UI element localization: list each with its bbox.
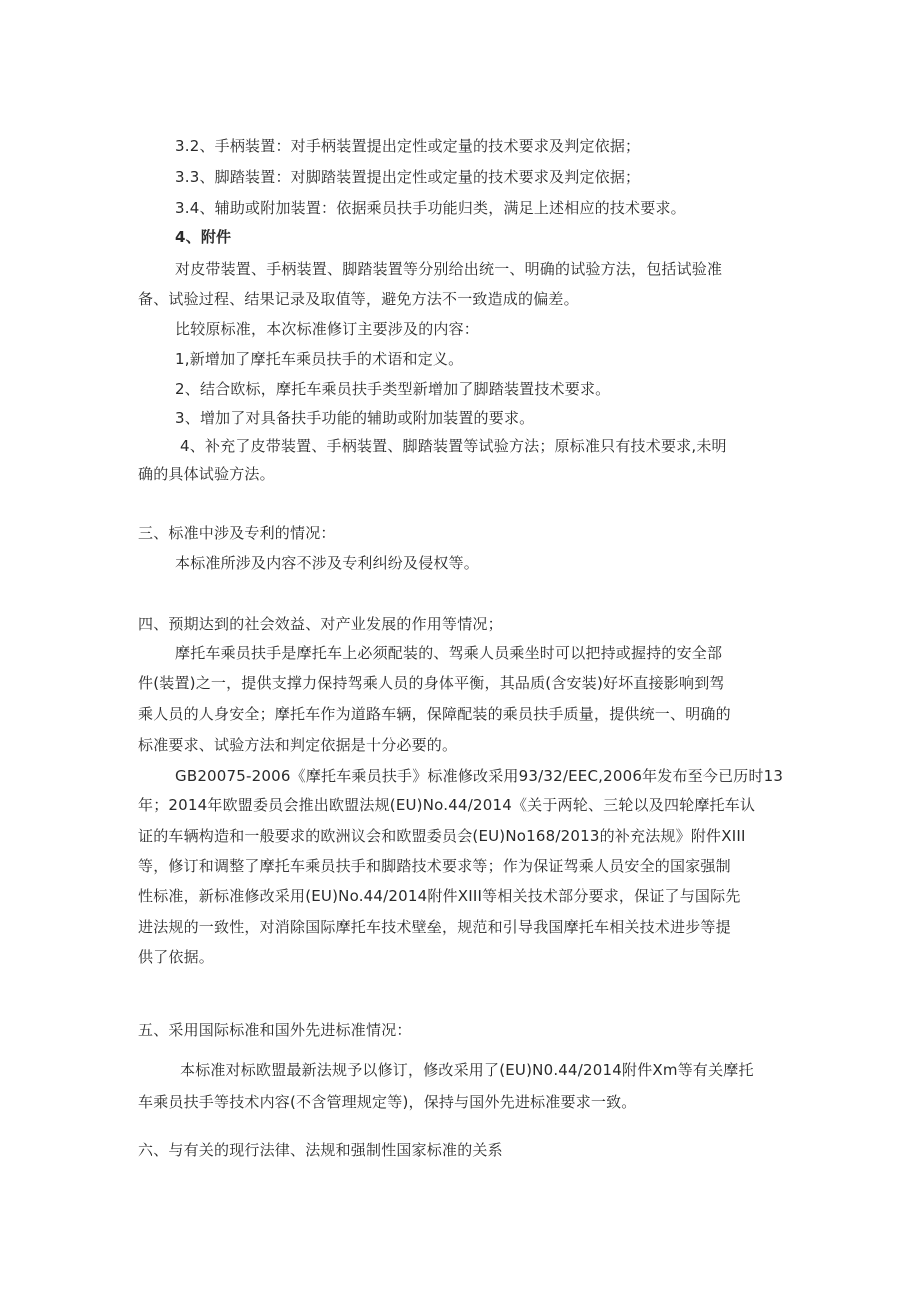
- text-line: 摩托车乘员扶手是摩托车上必须配装的、驾乘人员乘坐时可以把持或握持的安全部: [175, 644, 723, 662]
- text-line: 本标准所涉及内容不涉及专利纠纷及侵权等。: [175, 554, 480, 572]
- text-line: 年；2014年欧盟委员会推出欧盟法规(EU)No.44/2014《关于两轮、三轮以及四轮摩托车认: [138, 796, 756, 814]
- text-line: 比较原标准，本次标准修订主要涉及的内容：: [175, 320, 480, 338]
- text-line: 确的具体试验方法。: [138, 465, 275, 483]
- text-line: 3.2、手柄装置：对手柄装置提出定性或定量的技术要求及判定依据；: [175, 137, 641, 155]
- text-line: 3.4、辅助或附加装置：依据乘员扶手功能归类，满足上述相应的技术要求。: [175, 199, 686, 217]
- text-line: 证的车辆构造和一般要求的欧洲议会和欧盟委员会(EU)No168/2013的补充法规》附件XIII: [138, 827, 746, 845]
- text-line: 备、试验过程、结果记录及取值等，避免方法不一致造成的偏差。: [138, 290, 579, 308]
- text-line: 4、补充了皮带装置、手柄装置、脚踏装置等试验方法；原标准只有技术要求,未明: [180, 437, 727, 455]
- text-line: 性标准，新标准修改采用(EU)No.44/2014附件XIII等相关技术部分要求，保证了与国际先: [138, 887, 741, 905]
- text-line: 供了依据。: [138, 948, 215, 966]
- text-line: 标准要求、试验方法和判定依据是十分必要的。: [138, 736, 458, 754]
- text-line: 1,新增加了摩托车乘员扶手的术语和定义。: [175, 350, 464, 368]
- text-line: 本标准对标欧盟最新法规予以修订，修改采用了(EU)N0.44/2014附件Xm等有关摩托: [180, 1061, 754, 1079]
- text-line: 对皮带装置、手柄装置、脚踏装置等分别给出统一、明确的试验方法，包括试验准: [175, 260, 723, 278]
- text-line: 3、增加了对具备扶手功能的辅助或附加装置的要求。: [175, 409, 535, 427]
- section-heading: 四、预期达到的社会效益、对产业发展的作用等情况；: [138, 615, 503, 633]
- subheading: 4、附件: [175, 228, 232, 246]
- text-line: 件(装置)之一，提供支撑力保持驾乘人员的身体平衡，其品质(含安装)好坏直接影响到驾: [138, 674, 725, 692]
- section-heading: 六、与有关的现行法律、法规和强制性国家标准的关系: [138, 1141, 503, 1159]
- text-line: 2、结合欧标，摩托车乘员扶手类型新增加了脚踏装置技术要求。: [175, 380, 611, 398]
- text-line: GB20075-2006《摩托车乘员扶手》标准修改采用93/32/EEC,2006年发布至今已历时13: [175, 767, 784, 785]
- text-line: 车乘员扶手等技术内容(不含管理规定等)，保持与国外先进标准要求一致。: [138, 1093, 637, 1111]
- section-heading: 三、标准中涉及专利的情况：: [138, 524, 336, 542]
- text-line: 等，修订和调整了摩托车乘员扶手和脚踏技术要求等；作为保证驾乘人员安全的国家强制: [138, 857, 731, 875]
- text-line: 进法规的一致性，对消除国际摩托车技术壁垒，规范和引导我国摩托车相关技术进步等提: [138, 918, 731, 936]
- text-line: 乘人员的人身安全；摩托车作为道路车辆，保障配装的乘员扶手质量，提供统一、明确的: [138, 705, 731, 723]
- text-line: 3.3、脚踏装置：对脚踏装置提出定性或定量的技术要求及判定依据；: [175, 168, 641, 186]
- section-heading: 五、采用国际标准和国外先进标准情况：: [138, 1021, 412, 1039]
